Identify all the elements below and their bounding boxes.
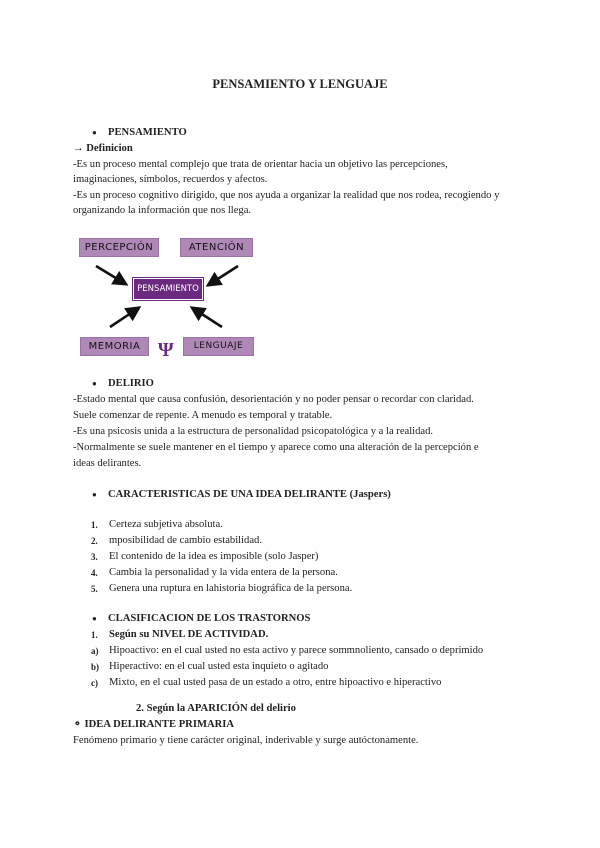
list-item: Mixto, en el cual usted pasa de un estado a otro, entre hipoactivo e hiperactivo	[109, 677, 442, 688]
list-item: Genera una ruptura en lahistoria biográfica de la persona.	[109, 583, 353, 594]
list-number: 2.	[91, 536, 98, 546]
idea-primaria-text: Fenómeno primario y tiene carácter original, inderivable y surge autóctonamente.	[73, 735, 419, 746]
list-letter: b)	[91, 662, 100, 672]
diagram-box-percepcion: PERCEPCIÓN	[79, 238, 159, 257]
list-number: 1.	[91, 630, 98, 640]
subheading-idea-primaria: ⚬ IDEA DELIRANTE PRIMARIA	[73, 719, 235, 730]
arrow-lenguaje	[194, 309, 222, 327]
arrow-percepcion	[96, 266, 124, 283]
bullet-icon: ●	[92, 614, 97, 623]
diagram-box-lenguaje: LENGUAJE	[183, 337, 254, 356]
delirio-line: -Normalmente se suele mantener en el tiempo y aparece como una alteración de la percepción e	[73, 442, 479, 453]
list-item: mposibilidad de cambio estabilidad.	[109, 535, 262, 546]
delirio-line: -Estado mental que causa confusión, desorientación y no poder pensar o recordar con claridad.	[73, 394, 474, 405]
section-heading-caracteristicas: CARACTERISTICAS DE UNA IDEA DELIRANTE (Jaspers)	[108, 489, 391, 500]
list-item: Certeza subjetiva absoluta.	[109, 519, 223, 530]
psi-logo-icon: Ψ	[158, 339, 174, 361]
list-item: Hiperactivo: en el cual usted esta inquieto o agitado	[109, 661, 329, 672]
diagram-box-memoria: MEMORIA	[80, 337, 149, 356]
delirio-line: ideas delirantes.	[73, 458, 142, 469]
list-item: Cambia la personalidad y la vida entera de la persona.	[109, 567, 338, 578]
bullet-icon: ●	[92, 379, 97, 388]
list-letter: c)	[91, 678, 98, 688]
list-number: 4.	[91, 568, 98, 578]
bullet-icon: ●	[92, 128, 97, 137]
pensamiento-line: -Es un proceso mental complejo que trata de orientar hacia un objetivo las percepciones,	[73, 159, 448, 170]
pensamiento-line: imaginaciones, símbolos, recuerdos y afectos.	[73, 174, 268, 185]
subheading-aparicion: 2. Según la APARICIÓN del delirio	[136, 703, 296, 714]
section-heading-clasificacion: CLASIFICACION DE LOS TRASTORNOS	[108, 613, 311, 624]
section-heading-delirio: DELIRIO	[108, 378, 154, 389]
list-number: 1.	[91, 520, 98, 530]
section-heading-pensamiento: PENSAMIENTO	[108, 127, 187, 138]
arrow-memoria	[110, 309, 137, 327]
subheading-nivel-actividad: Según su NIVEL DE ACTIVIDAD.	[109, 629, 269, 640]
list-number: 5.	[91, 584, 98, 594]
diagram-box-atencion: ATENCIÓN	[180, 238, 253, 257]
pensamiento-line: -Es un proceso cognitivo dirigido, que nos ayuda a organizar la realidad que nos rodea, recogiendo y	[73, 190, 500, 201]
list-number: 3.	[91, 552, 98, 562]
pensamiento-line: organizando la información que nos llega.	[73, 205, 252, 216]
arrow-atencion	[210, 266, 238, 284]
bullet-icon: ●	[92, 490, 97, 499]
diagram-box-pensamiento: PENSAMIENTO	[133, 278, 203, 300]
delirio-line: Suele comenzar de repente. A menudo es temporal y tratable.	[73, 410, 333, 421]
delirio-line: -Es una psicosis unida a la estructura de personalidad psicopatológica y a la realidad.	[73, 426, 434, 437]
page-title: PENSAMIENTO Y LENGUAJE	[212, 77, 388, 91]
list-item: Hipoactivo: en el cual usted no esta activo y parece sommnoliento, cansado o deprimido	[109, 645, 484, 656]
list-letter: a)	[91, 646, 99, 656]
definition-label: → Definicion	[73, 143, 133, 154]
list-item: El contenido de la idea es imposible (solo Jasper)	[109, 551, 319, 562]
